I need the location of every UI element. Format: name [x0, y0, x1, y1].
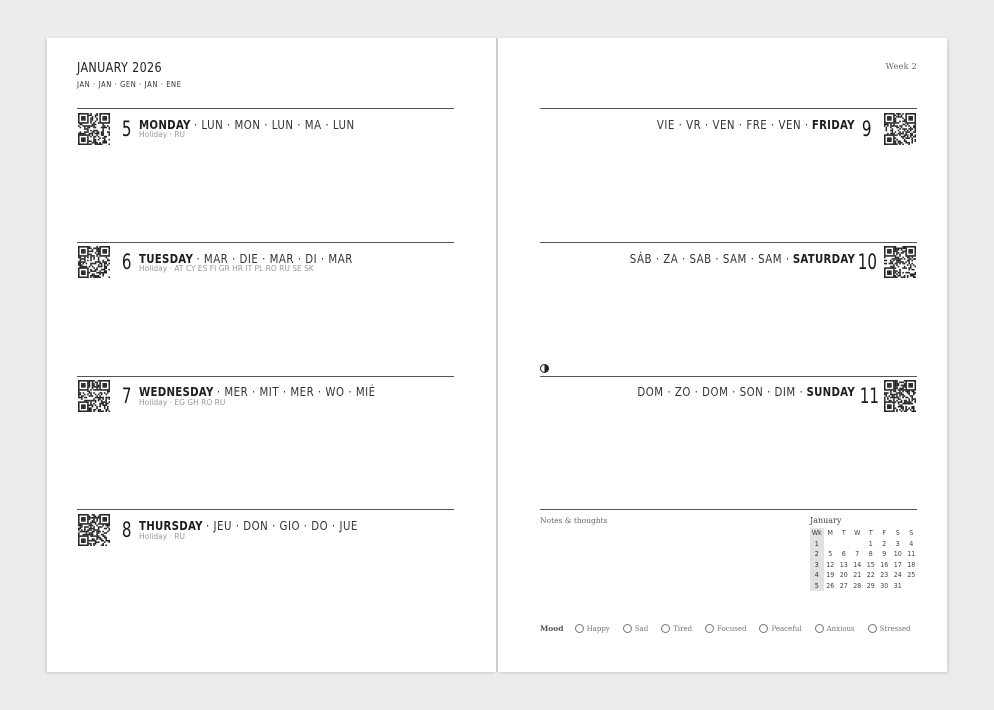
mini-calendar-day: 8 [868, 550, 873, 559]
mood-tracker [540, 624, 924, 633]
day-name: SUNDAY [806, 385, 855, 399]
mood-option-peaceful[interactable] [759, 624, 801, 633]
mood-option-label: Sad [634, 624, 649, 633]
mini-calendar-header: M [827, 529, 833, 538]
checkbox-circle-icon[interactable] [575, 624, 584, 633]
mini-calendar-day: 29 [866, 581, 875, 590]
mini-calendar-row [810, 549, 918, 560]
mini-calendar-header: T [868, 529, 873, 538]
mini-calendar-day: 7 [855, 550, 860, 559]
holiday-note: Holiday · RU [139, 130, 186, 139]
day-number: 6 [121, 250, 132, 274]
day-divider [540, 242, 917, 243]
mini-calendar-day: 9 [882, 550, 887, 559]
mini-calendar-header: W [854, 529, 861, 538]
mini-calendar-day [824, 539, 838, 550]
mini-calendar-day: 19 [826, 571, 835, 580]
day-number: 11 [859, 384, 879, 408]
mini-calendar-row [810, 539, 918, 550]
checkbox-circle-icon[interactable] [868, 624, 877, 633]
mini-calendar-day: 31 [893, 581, 902, 590]
mini-calendar-day [905, 581, 919, 592]
mood-option-tired[interactable] [661, 624, 692, 633]
checkbox-circle-icon[interactable] [815, 624, 824, 633]
day-translations: · JEU · DON · GIO · DO · JUE [206, 519, 358, 533]
mini-calendar-day: 12 [826, 560, 835, 569]
day-translations: · MAR · DIE · MAR · DI · MAR [196, 252, 353, 266]
day-header [657, 118, 855, 132]
day-number: 9 [861, 117, 872, 141]
mini-calendar-row [810, 560, 918, 571]
mood-option-stressed[interactable] [868, 624, 911, 633]
day-number: 5 [121, 117, 132, 141]
mini-calendar-day: 6 [841, 550, 846, 559]
day-number: 8 [121, 518, 132, 542]
mini-calendar-day [837, 539, 851, 550]
day-divider [540, 108, 917, 109]
week-label: Week 2 [885, 62, 917, 71]
checkbox-circle-icon[interactable] [623, 624, 632, 633]
mini-calendar [810, 516, 918, 591]
day-translations: DOM · ZO · DOM · SON · DIM · [637, 385, 804, 399]
mini-calendar-day: 10 [893, 550, 902, 559]
mood-option-label: Anxious [826, 624, 855, 633]
day-header [637, 385, 855, 399]
day-number: 10 [857, 250, 877, 274]
day-translations: · MER · MIT · MER · WO · MIÉ [216, 385, 376, 399]
mini-calendar-day: 4 [909, 539, 914, 548]
notes-label: Notes & thoughts [540, 516, 608, 525]
month-translations: JAN · JAN · GEN · JAN · ENE [77, 80, 182, 89]
day-divider [77, 108, 454, 109]
mini-calendar-day: 25 [907, 571, 916, 580]
checkbox-circle-icon[interactable] [661, 624, 670, 633]
mini-calendar-day: 2 [882, 539, 887, 548]
mini-calendar-week-number: 1 [810, 539, 824, 550]
day-name: FRIDAY [812, 118, 855, 132]
mini-calendar-header: T [841, 529, 846, 538]
day-name: WEDNESDAY [139, 385, 214, 399]
day-name: MONDAY [139, 118, 191, 132]
mood-label: Mood [540, 624, 564, 633]
qr-code-icon[interactable] [884, 246, 916, 278]
holiday-note: Holiday · RU [139, 532, 186, 541]
mini-calendar-week-number: 3 [810, 560, 824, 571]
qr-code-icon[interactable] [78, 514, 110, 546]
mood-option-label: Focused [717, 624, 747, 633]
notes-divider [540, 509, 917, 510]
mini-calendar-week-number: 4 [810, 570, 824, 581]
mini-calendar-grid [810, 528, 918, 591]
day-divider [540, 376, 917, 377]
mood-option-happy[interactable] [575, 624, 610, 633]
mini-calendar-title: January [810, 516, 842, 525]
mini-calendar-header: Wk [811, 529, 822, 538]
mini-calendar-day: 11 [907, 550, 916, 559]
mini-calendar-day: 22 [866, 571, 875, 580]
mini-calendar-header: F [882, 529, 887, 538]
mini-calendar-day: 3 [895, 539, 900, 548]
mini-calendar-row [810, 581, 918, 592]
mini-calendar-week-number: 2 [810, 549, 824, 560]
qr-code-icon[interactable] [884, 380, 916, 412]
holiday-note: Holiday · AT CY ES FI GR HR IT PL RO RU SE SK [139, 264, 314, 273]
mood-option-focused[interactable] [705, 624, 746, 633]
day-translations: VIE · VR · VEN · FRE · VEN · [657, 118, 809, 132]
mood-option-label: Stressed [879, 624, 911, 633]
mini-calendar-day: 26 [826, 581, 835, 590]
day-divider [77, 242, 454, 243]
day-header [630, 252, 855, 266]
qr-code-icon[interactable] [78, 380, 110, 412]
checkbox-circle-icon[interactable] [759, 624, 768, 633]
mood-option-label: Peaceful [771, 624, 802, 633]
mini-calendar-day: 5 [828, 550, 833, 559]
mini-calendar-day: 13 [839, 560, 848, 569]
mini-calendar-day: 14 [853, 560, 862, 569]
mini-calendar-header: S [895, 529, 900, 538]
day-number: 7 [121, 384, 132, 408]
mini-calendar-day: 24 [893, 571, 902, 580]
day-name: TUESDAY [139, 252, 194, 266]
mini-calendar-day: 1 [868, 539, 873, 548]
holiday-note: Holiday · EG GH RO RU [139, 398, 226, 407]
day-divider [77, 376, 454, 377]
mini-calendar-day: 28 [853, 581, 862, 590]
mini-calendar-week-number: 5 [810, 581, 824, 592]
day-name: SATURDAY [792, 252, 855, 266]
mini-calendar-day: 27 [839, 581, 848, 590]
day-header [139, 385, 376, 399]
mini-calendar-header-row [810, 528, 918, 539]
qr-code-icon[interactable] [884, 113, 916, 145]
mini-calendar-day: 18 [907, 560, 916, 569]
mini-calendar-header: S [909, 529, 914, 538]
mood-option-anxious[interactable] [815, 624, 855, 633]
mini-calendar-row [810, 570, 918, 581]
month-title: JANUARY 2026 [77, 61, 162, 76]
mini-calendar-day: 20 [839, 571, 848, 580]
day-header [139, 519, 358, 533]
mini-calendar-day: 30 [880, 581, 889, 590]
mini-calendar-day: 17 [893, 560, 902, 569]
left-page [47, 38, 496, 672]
qr-code-icon[interactable] [78, 246, 110, 278]
mood-option-label: Happy [586, 624, 610, 633]
mini-calendar-day: 15 [866, 560, 875, 569]
day-translations: SÁB · ZA · SAB · SAM · SAM · [629, 252, 790, 266]
mood-option-sad[interactable] [623, 624, 648, 633]
checkbox-circle-icon[interactable] [705, 624, 714, 633]
mini-calendar-day [851, 539, 865, 550]
mood-option-label: Tired [673, 624, 693, 633]
mini-calendar-day: 23 [880, 571, 889, 580]
qr-code-icon[interactable] [78, 113, 110, 145]
day-translations: · LUN · MON · LUN · MA · LUN [193, 118, 355, 132]
first-quarter-moon-icon [540, 364, 549, 373]
mini-calendar-day: 21 [853, 571, 862, 580]
day-name: THURSDAY [139, 519, 203, 533]
day-divider [77, 509, 454, 510]
right-page [498, 38, 947, 672]
mini-calendar-day: 16 [880, 560, 889, 569]
